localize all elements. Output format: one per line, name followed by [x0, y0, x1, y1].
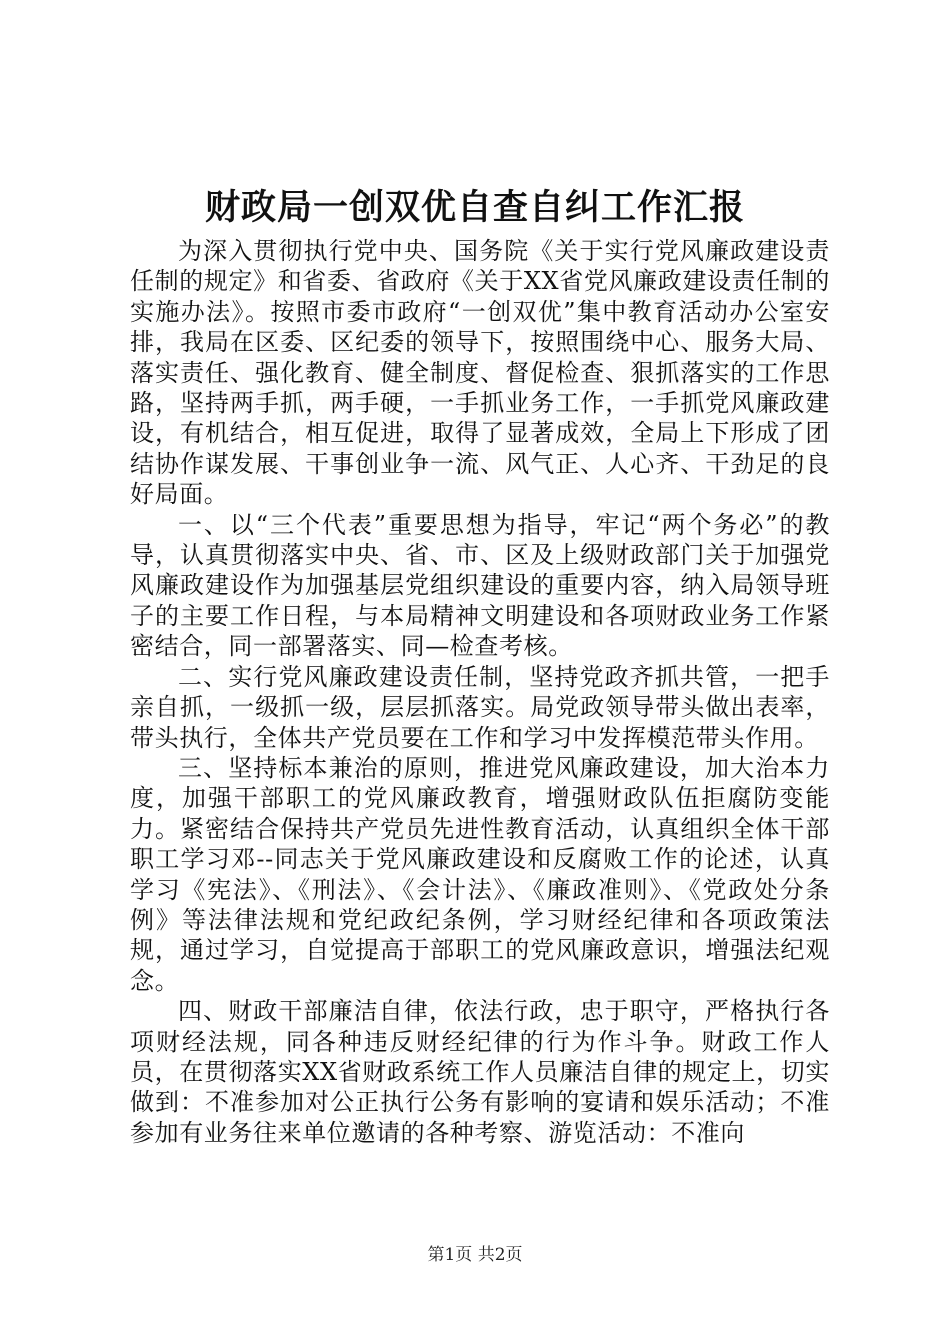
paragraph-section-3: 三、坚持标本兼治的原则，推进党风廉政建设，加大治本力度，加强干部职工的党风廉政教育，增强财政队伍拒腐防变能力。紧密结合保持共产党员先进性教育活动，认真组织全体干部职工学习邓--同志关于党风廉政建设和反腐败工作的论述，认真学习《宪法》、《刑法》、《会计法》、《廉政准则》、《党政处分条例》等法律法规和党纪政纪条例，学习财经纪律和各项政策法规，通过学习，自觉提高于部职工的党风廉政意识，增强法纪观念。 [130, 753, 830, 995]
paragraph-section-1: 一、以“三个代表”重要思想为指导，牢记“两个务必”的教导，认真贯彻落实中央、省、市、区及上级财政部门关于加强党风廉政建设作为加强基层党组织建设的重要内容，纳入局领导班子的主要工作日程，与本局精神文明建设和各项财政业务工作紧密结合，同一部署落实、同—检查考核。 [130, 510, 830, 661]
page-indicator: 第1页 共2页 [427, 1245, 523, 1265]
paragraph-intro: 为深入贯彻执行党中央、国务院《关于实行党风廉政建设责任制的规定》和省委、省政府《关于XX省党风廉政建设责任制的实施办法》。按照市委市政府“一创双优”集中教育活动办公室安排，我局在区委、区纪委的领导下，按照围绕中心、服务大局、落实责任、强化教育、健全制度、督促检查、狠抓落实的工作思路，坚持两手抓，两手硬，一手抓业务工作，一手抓党风廉政建设，有机结合，相互促进，取得了显著成效，全局上下形成了团结协作谋发展、干事创业争一流、风气正、人心齐、干劲足的良好局面。 [130, 237, 830, 509]
paragraph-section-2: 二、实行党风廉政建设责任制，坚持党政齐抓共管，一把手亲自抓，一级抓一级，层层抓落实。局党政领导带头做出表率，带头执行，全体共产党员要在工作和学习中发挥模范带头作用。 [130, 662, 830, 752]
document-title: 财政局一创双优自查自纠工作汇报 [204, 187, 745, 228]
document-body [130, 236, 830, 1148]
paragraph-section-4: 四、财政干部廉洁自律，依法行政，忠于职守，严格执行各项财经法规，同各种违反财经纪律的行为作斗争。财政工作人员，在贯彻落实XX省财政系统工作人员廉洁自律的规定上，切实做到：不准参加对公正执行公务有影响的宴请和娱乐活动；不准参加有业务往来单位邀请的各种考察、游览活动：不准向 [130, 997, 830, 1147]
